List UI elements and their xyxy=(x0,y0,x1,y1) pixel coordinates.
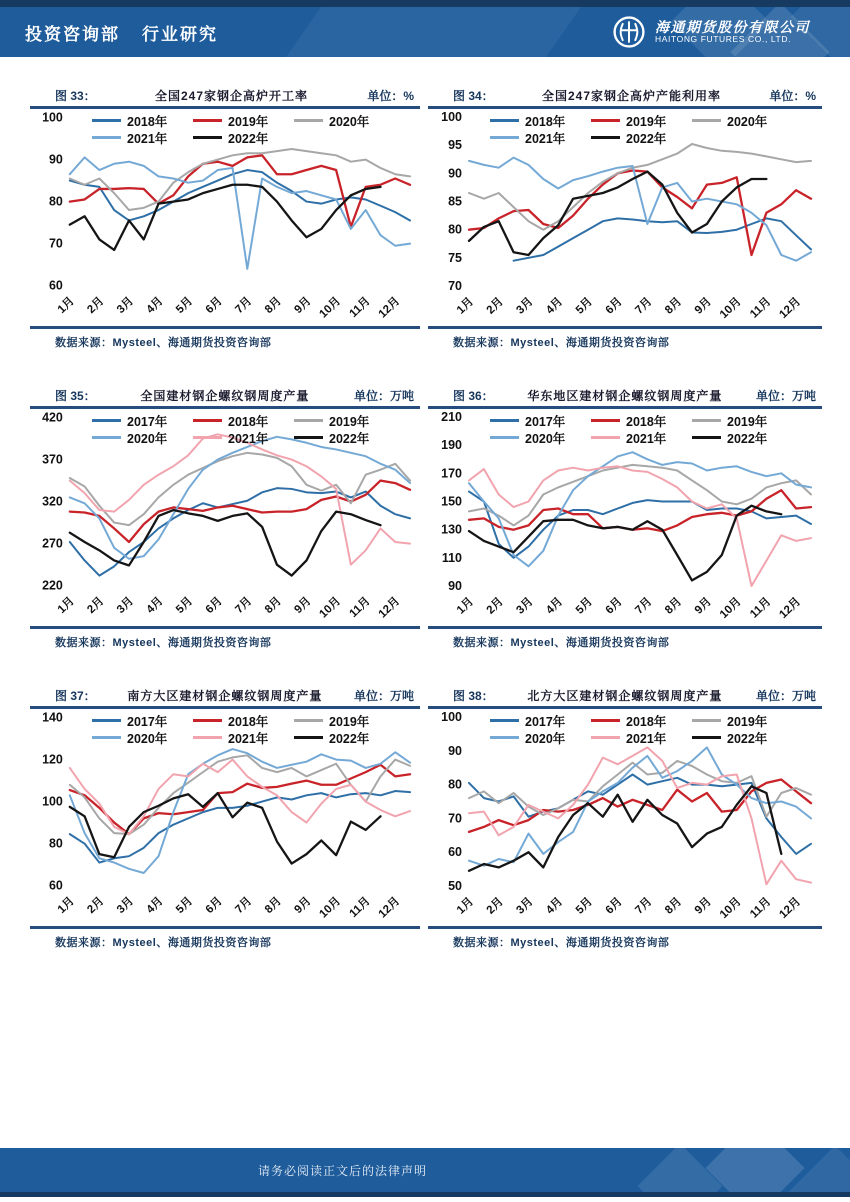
x-axis-tick-label: 4月 xyxy=(144,295,166,317)
data-source: 数据来源：Mysteel、海通期货投资咨询部 xyxy=(55,937,272,949)
chart-unit-label: 单位：万吨 xyxy=(755,689,816,703)
x-axis-tick-label: 4月 xyxy=(544,895,566,917)
legend-swatch xyxy=(490,419,519,422)
legend-swatch xyxy=(490,436,519,439)
divider-rule xyxy=(428,926,822,929)
x-axis-tick-label: 11月 xyxy=(347,895,373,921)
series-line-2018年 xyxy=(70,765,410,834)
legend-item xyxy=(591,729,692,746)
x-axis-tick-label: 12月 xyxy=(376,295,403,321)
legend-label: 2019年 xyxy=(626,114,667,129)
x-axis-tick-label: 10月 xyxy=(717,895,744,922)
plot-area xyxy=(428,709,822,924)
legend-label: 2019年 xyxy=(329,414,370,429)
legend-label: 2022年 xyxy=(228,131,269,146)
chart-legend xyxy=(92,712,414,746)
plot-area xyxy=(30,409,420,624)
legend-swatch xyxy=(92,719,121,722)
bottom-strip xyxy=(0,1192,850,1197)
x-axis-tick-label: 7月 xyxy=(233,295,255,317)
divider-rule xyxy=(30,626,420,629)
legend-swatch xyxy=(294,419,323,422)
legend-label: 2022年 xyxy=(626,131,667,146)
x-axis-tick-label: 5月 xyxy=(174,595,196,617)
y-axis-tick-label: 150 xyxy=(441,494,462,509)
y-axis-tick-label: 80 xyxy=(448,222,462,237)
legend-swatch xyxy=(92,119,121,122)
x-axis-tick-label: 11月 xyxy=(347,295,373,321)
company-name-cn: 海通期货股份有限公司 xyxy=(655,19,810,36)
x-axis-tick-label: 1月 xyxy=(55,295,77,317)
x-axis-tick-label: 6月 xyxy=(603,895,625,917)
legend-label: 2017年 xyxy=(127,414,168,429)
figure-label: 图 34： xyxy=(453,89,494,103)
legend-label: 2022年 xyxy=(329,731,370,746)
legend-item xyxy=(692,429,793,446)
legend-label: 2020年 xyxy=(727,114,768,129)
legend-item xyxy=(92,429,193,446)
x-axis-tick-label: 12月 xyxy=(376,895,403,921)
figure-label: 图 35： xyxy=(55,389,96,403)
page-header xyxy=(0,7,850,57)
x-axis-tick-label: 3月 xyxy=(514,295,536,317)
legend-label: 2022年 xyxy=(727,431,768,446)
y-axis-tick-label: 420 xyxy=(42,410,63,425)
x-axis-tick-label: 3月 xyxy=(514,595,536,617)
y-axis-tick-label: 90 xyxy=(448,743,462,758)
x-axis-tick-label: 2月 xyxy=(85,595,107,617)
y-axis-tick-label: 95 xyxy=(448,138,462,153)
y-axis-tick-label: 70 xyxy=(448,279,462,293)
legend-item xyxy=(490,129,591,146)
legend-item xyxy=(490,412,591,429)
chart-header xyxy=(428,688,822,704)
x-axis-tick-label: 6月 xyxy=(203,595,225,617)
legend-swatch xyxy=(591,736,620,739)
legend-label: 2019年 xyxy=(329,714,370,729)
legend-label: 2020年 xyxy=(329,114,370,129)
y-axis-tick-label: 210 xyxy=(441,410,462,424)
chart-unit-label: 单位：% xyxy=(367,89,414,103)
x-axis-tick-label: 8月 xyxy=(262,295,284,317)
plot-area xyxy=(30,109,420,324)
chart-legend xyxy=(92,112,414,146)
haitong-logo-icon xyxy=(611,14,647,50)
data-source: 数据来源：Mysteel、海通期货投资咨询部 xyxy=(453,337,670,349)
x-axis-tick-label: 3月 xyxy=(114,595,137,617)
legend-swatch xyxy=(490,119,519,122)
x-axis-tick-label: 5月 xyxy=(573,895,596,917)
divider-rule xyxy=(428,326,822,329)
plot-area xyxy=(428,109,822,324)
legend-item xyxy=(490,112,591,129)
legend-item xyxy=(591,429,692,446)
x-axis-tick-label: 10月 xyxy=(317,595,344,621)
legend-swatch xyxy=(294,719,323,722)
y-axis-tick-label: 90 xyxy=(448,579,462,593)
y-axis-tick-label: 80 xyxy=(49,836,63,851)
figure-label: 图 33： xyxy=(55,89,96,103)
data-source: 数据来源：Mysteel、海通期货投资咨询部 xyxy=(55,337,272,349)
legend-swatch xyxy=(294,436,323,439)
x-axis-tick-label: 7月 xyxy=(633,595,655,617)
y-axis-tick-label: 170 xyxy=(441,466,462,481)
legend-swatch xyxy=(92,436,121,439)
legend-swatch xyxy=(591,436,620,439)
divider-rule xyxy=(428,626,822,629)
legend-item xyxy=(193,112,294,129)
chart-unit-label: 单位：万吨 xyxy=(755,389,816,403)
legend-label: 2022年 xyxy=(727,731,768,746)
x-axis-tick-label: 9月 xyxy=(692,295,714,317)
data-source: 数据来源：Mysteel、海通期货投资咨询部 xyxy=(453,637,670,649)
legend-swatch xyxy=(591,419,620,422)
y-axis-tick-label: 50 xyxy=(448,879,462,893)
legend-label: 2019年 xyxy=(228,114,269,129)
top-strip xyxy=(0,0,850,7)
legend-label: 2018年 xyxy=(525,114,566,129)
legend-label: 2020年 xyxy=(525,431,566,446)
series-line-2020年 xyxy=(70,149,410,210)
chart-title: 全国247家钢企高炉产能利用率 xyxy=(541,89,722,103)
legend-label: 2020年 xyxy=(127,731,168,746)
x-axis-tick-label: 3月 xyxy=(114,895,137,917)
y-axis-tick-label: 320 xyxy=(42,494,63,509)
legend-label: 2021年 xyxy=(525,131,566,146)
x-axis-tick-label: 6月 xyxy=(203,295,225,317)
legend-swatch xyxy=(294,736,323,739)
chart-title: 华东地区建材钢企螺纹钢周度产量 xyxy=(527,389,723,403)
legend-item xyxy=(193,429,294,446)
x-axis-tick-label: 9月 xyxy=(292,895,314,917)
y-axis-tick-label: 90 xyxy=(49,152,63,167)
chart-header xyxy=(428,88,822,104)
x-axis-tick-label: 8月 xyxy=(663,595,685,617)
figure-label: 图 36： xyxy=(453,389,494,403)
x-axis-tick-label: 5月 xyxy=(573,595,596,617)
legend-label: 2017年 xyxy=(525,714,566,729)
chart-title: 南方大区建材钢企螺纹钢周度产量 xyxy=(127,689,323,703)
legend-item xyxy=(92,729,193,746)
legend-item xyxy=(591,129,692,146)
chart-title: 全国建材钢企螺纹钢周度产量 xyxy=(140,389,310,403)
x-axis-tick-label: 9月 xyxy=(292,295,314,317)
series-line-2018年 xyxy=(70,481,410,542)
legend-swatch xyxy=(193,719,222,722)
legend-item xyxy=(193,712,294,729)
x-axis-tick-label: 11月 xyxy=(748,295,774,321)
x-axis-tick-label: 6月 xyxy=(603,295,625,317)
legend-swatch xyxy=(294,119,323,122)
y-axis-tick-label: 60 xyxy=(448,845,462,860)
legend-item xyxy=(294,712,395,729)
company-name-en: HAITONG FUTURES CO., LTD. xyxy=(655,34,792,45)
legend-swatch xyxy=(490,719,519,722)
figure-36 xyxy=(428,388,822,650)
legend-swatch xyxy=(692,719,721,722)
legend-item xyxy=(92,112,193,129)
y-axis-tick-label: 130 xyxy=(441,522,462,537)
x-axis-tick-label: 7月 xyxy=(233,595,255,617)
divider-rule xyxy=(30,926,420,929)
legend-swatch xyxy=(490,736,519,739)
legend-swatch xyxy=(92,736,121,739)
x-axis-tick-label: 2月 xyxy=(85,295,107,317)
legend-label: 2021年 xyxy=(228,731,269,746)
figure-label: 图 38： xyxy=(453,689,494,703)
legend-item xyxy=(692,112,793,129)
legend-swatch xyxy=(692,119,721,122)
legend-label: 2019年 xyxy=(727,414,768,429)
legend-item xyxy=(294,112,395,129)
x-axis-tick-label: 3月 xyxy=(114,295,137,317)
legend-item xyxy=(692,712,793,729)
y-axis-tick-label: 270 xyxy=(42,536,63,551)
x-axis-tick-label: 11月 xyxy=(748,895,774,921)
legend-label: 2018年 xyxy=(127,114,168,129)
x-axis-tick-label: 12月 xyxy=(376,595,403,621)
x-axis-tick-label: 9月 xyxy=(692,595,714,617)
y-axis-tick-label: 80 xyxy=(49,194,63,209)
legend-label: 2021年 xyxy=(626,431,667,446)
chart-legend xyxy=(490,712,812,746)
chart-legend xyxy=(490,412,812,446)
legend-swatch xyxy=(591,719,620,722)
x-axis-tick-label: 12月 xyxy=(777,895,804,922)
chart-unit-label: 单位：万吨 xyxy=(353,689,414,703)
y-axis-tick-label: 100 xyxy=(42,794,63,809)
y-axis-tick-label: 190 xyxy=(441,438,462,453)
legend-label: 2019年 xyxy=(727,714,768,729)
x-axis-tick-label: 10月 xyxy=(317,895,344,921)
x-axis-tick-label: 2月 xyxy=(85,895,107,917)
chart-header xyxy=(30,688,420,704)
figure-37 xyxy=(30,688,420,950)
legend-item xyxy=(490,429,591,446)
x-axis-tick-label: 2月 xyxy=(484,595,506,617)
y-axis-tick-label: 75 xyxy=(448,250,462,265)
x-axis-tick-label: 7月 xyxy=(233,895,255,917)
y-axis-tick-label: 70 xyxy=(49,236,63,251)
x-axis-tick-label: 5月 xyxy=(573,295,596,317)
legend-item xyxy=(692,412,793,429)
legend-label: 2018年 xyxy=(228,414,269,429)
x-axis-tick-label: 12月 xyxy=(777,295,804,322)
y-axis-tick-label: 90 xyxy=(448,166,462,181)
legend-label: 2021年 xyxy=(127,131,168,146)
charts-grid xyxy=(30,88,822,950)
x-axis-tick-label: 4月 xyxy=(144,595,166,617)
y-axis-tick-label: 100 xyxy=(441,110,462,124)
legend-swatch xyxy=(692,736,721,739)
legend-item xyxy=(591,112,692,129)
legend-item xyxy=(193,729,294,746)
legend-item xyxy=(591,412,692,429)
plot-area xyxy=(30,709,420,924)
x-axis-tick-label: 11月 xyxy=(347,595,373,621)
series-line-2022年 xyxy=(469,172,766,255)
legend-label: 2017年 xyxy=(127,714,168,729)
x-axis-tick-label: 9月 xyxy=(692,895,714,917)
legend-item xyxy=(193,412,294,429)
y-axis-tick-label: 80 xyxy=(448,777,462,792)
chart-unit-label: 单位：% xyxy=(769,89,816,103)
legend-swatch xyxy=(193,419,222,422)
x-axis-tick-label: 1月 xyxy=(454,595,477,617)
figure-38 xyxy=(428,688,822,950)
figure-34 xyxy=(428,88,822,350)
legend-label: 2022年 xyxy=(329,431,370,446)
x-axis-tick-label: 12月 xyxy=(777,595,804,622)
x-axis-tick-label: 10月 xyxy=(717,595,744,622)
x-axis-tick-label: 11月 xyxy=(748,595,774,621)
y-axis-tick-label: 120 xyxy=(42,752,63,767)
legend-swatch xyxy=(92,136,121,139)
x-axis-tick-label: 1月 xyxy=(55,895,77,917)
x-axis-tick-label: 2月 xyxy=(484,895,506,917)
legal-notice: 请务必阅读正文后的法律声明 xyxy=(258,1163,428,1178)
legend-swatch xyxy=(692,419,721,422)
legend-swatch xyxy=(193,119,222,122)
legend-item xyxy=(490,729,591,746)
legend-label: 2021年 xyxy=(626,731,667,746)
legend-label: 2020年 xyxy=(525,731,566,746)
figure-33 xyxy=(30,88,420,350)
x-axis-tick-label: 7月 xyxy=(633,295,655,317)
divider-rule xyxy=(30,326,420,329)
series-line-2021年 xyxy=(70,157,410,268)
footer-band xyxy=(0,1148,850,1192)
legend-swatch xyxy=(591,136,620,139)
x-axis-tick-label: 8月 xyxy=(262,595,284,617)
data-source: 数据来源：Mysteel、海通期货投资咨询部 xyxy=(453,937,670,949)
legend-label: 2017年 xyxy=(525,414,566,429)
x-axis-tick-label: 8月 xyxy=(663,295,685,317)
chart-header xyxy=(428,388,822,404)
legend-label: 2018年 xyxy=(626,714,667,729)
legend-label: 2021年 xyxy=(228,431,269,446)
y-axis-tick-label: 370 xyxy=(42,452,63,467)
legend-item xyxy=(294,429,395,446)
chart-legend xyxy=(490,112,812,146)
legend-item xyxy=(92,412,193,429)
x-axis-tick-label: 1月 xyxy=(454,295,477,317)
legend-swatch xyxy=(490,136,519,139)
x-axis-tick-label: 1月 xyxy=(454,895,477,917)
y-axis-tick-label: 100 xyxy=(441,710,462,724)
y-axis-tick-label: 110 xyxy=(441,550,462,565)
chart-header xyxy=(30,88,420,104)
x-axis-tick-label: 7月 xyxy=(633,895,655,917)
x-axis-tick-label: 4月 xyxy=(544,295,566,317)
company-logo-block xyxy=(611,7,810,57)
series-line-2021年 xyxy=(70,760,410,835)
x-axis-tick-label: 3月 xyxy=(514,895,536,917)
legend-item xyxy=(92,712,193,729)
legend-label: 2018年 xyxy=(626,414,667,429)
page-footer xyxy=(0,1148,850,1202)
legend-swatch xyxy=(193,136,222,139)
y-axis-tick-label: 60 xyxy=(49,278,63,293)
x-axis-tick-label: 8月 xyxy=(663,895,685,917)
x-axis-tick-label: 1月 xyxy=(55,595,77,617)
legend-item xyxy=(193,129,294,146)
chart-header xyxy=(30,388,420,404)
legend-swatch xyxy=(193,736,222,739)
legend-item xyxy=(692,729,793,746)
y-axis-tick-label: 85 xyxy=(448,194,462,209)
legend-item xyxy=(294,412,395,429)
chart-title: 全国247家钢企高炉开工率 xyxy=(154,89,309,103)
y-axis-tick-label: 70 xyxy=(448,811,462,826)
chart-legend xyxy=(92,412,414,446)
legend-swatch xyxy=(591,119,620,122)
department-title: 投资咨询部 xyxy=(25,24,120,44)
section-title: 行业研究 xyxy=(142,24,218,44)
y-axis-tick-label: 220 xyxy=(42,578,63,593)
y-axis-tick-label: 100 xyxy=(42,110,63,125)
x-axis-tick-label: 5月 xyxy=(174,895,196,917)
y-axis-tick-label: 140 xyxy=(42,710,63,725)
header-titles xyxy=(25,7,218,57)
series-line-2021年 xyxy=(469,158,811,261)
x-axis-tick-label: 10月 xyxy=(717,295,744,322)
plot-area xyxy=(428,409,822,624)
legend-item xyxy=(591,712,692,729)
legend-item xyxy=(92,129,193,146)
x-axis-tick-label: 2月 xyxy=(484,295,506,317)
x-axis-tick-label: 4月 xyxy=(144,895,166,917)
legend-swatch xyxy=(193,436,222,439)
figure-35 xyxy=(30,388,420,650)
x-axis-tick-label: 10月 xyxy=(317,295,344,321)
legend-swatch xyxy=(692,436,721,439)
chart-title: 北方大区建材钢企螺纹钢周度产量 xyxy=(527,689,723,703)
chart-unit-label: 单位：万吨 xyxy=(353,389,414,403)
x-axis-tick-label: 8月 xyxy=(262,895,284,917)
legend-item xyxy=(294,729,395,746)
x-axis-tick-label: 6月 xyxy=(203,895,225,917)
legend-swatch xyxy=(92,419,121,422)
x-axis-tick-label: 9月 xyxy=(292,595,314,617)
data-source: 数据来源：Mysteel、海通期货投资咨询部 xyxy=(55,637,272,649)
figure-label: 图 37： xyxy=(55,689,96,703)
x-axis-tick-label: 5月 xyxy=(174,295,196,317)
series-line-2022年 xyxy=(70,510,381,576)
legend-label: 2020年 xyxy=(127,431,168,446)
legend-item xyxy=(490,712,591,729)
y-axis-tick-label: 60 xyxy=(49,878,63,893)
x-axis-tick-label: 4月 xyxy=(544,595,566,617)
header-decoration xyxy=(251,7,609,57)
legend-label: 2018年 xyxy=(228,714,269,729)
series-line-2020年 xyxy=(469,144,811,230)
x-axis-tick-label: 6月 xyxy=(603,595,625,617)
